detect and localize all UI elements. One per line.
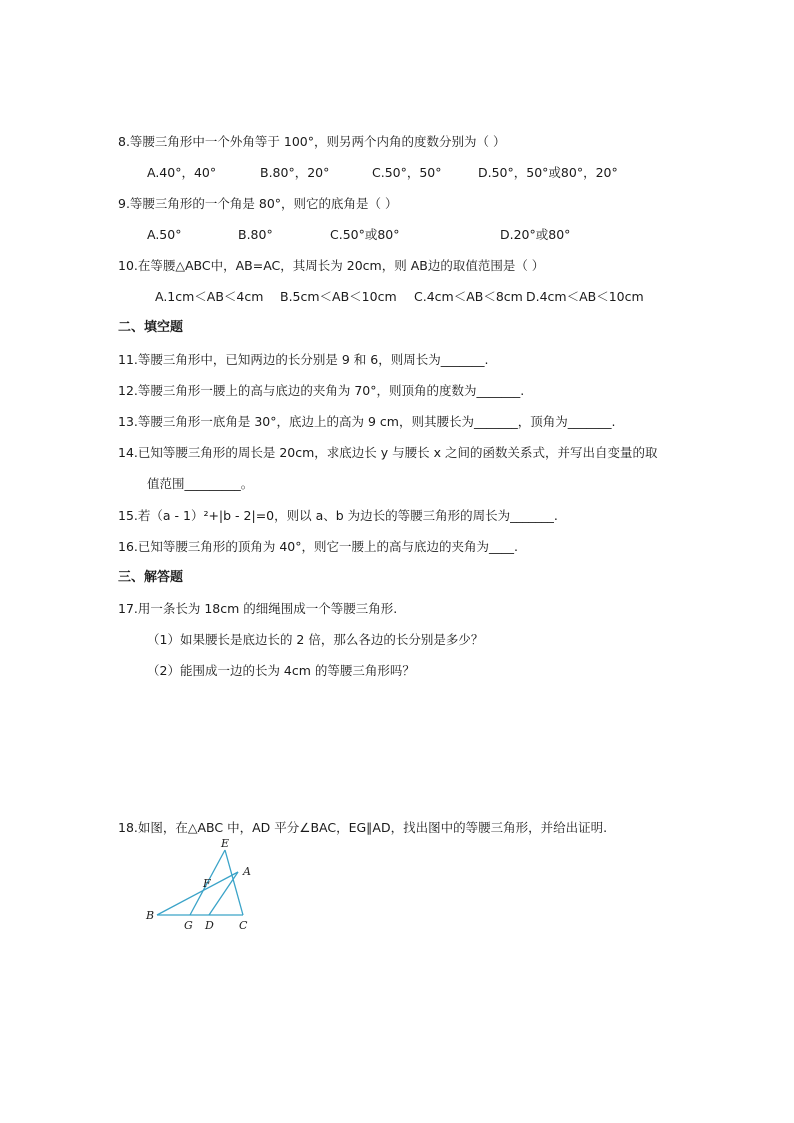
label-f: F [203,877,211,890]
question-10-option-c: C.4cm＜AB＜8cm [414,289,523,304]
question-10-option-d: D.4cm＜AB＜10cm [526,289,644,304]
question-11: 11.等腰三角形中，已知两边的长分别是 9 和 6，则周长为_______. [118,352,489,367]
question-8-option-a: A.40°，40° [147,165,217,180]
label-d: D [205,919,214,932]
question-14-line-1: 14.已知等腰三角形的周长是 20cm，求底边长 y 与腰长 x 之间的函数关系式，并写出自变量的取 [118,445,658,460]
question-10-stem: 10.在等腰△ABC中，AB=AC，其周长为 20cm，则 AB边的取值范围是（ ） [118,258,545,273]
question-8-option-c: C.50°，50° [372,165,442,180]
question-12: 12.等腰三角形一腰上的高与底边的夹角为 70°，则顶角的度数为_______. [118,383,525,398]
label-b: B [146,909,155,922]
question-9-option-c: C.50°或80° [330,227,400,242]
section-answer-title: 三、解答题 [118,570,184,585]
question-9-stem: 9.等腰三角形的一个角是 80°，则它的底角是（ ） [118,196,398,211]
segment-ba [157,872,238,915]
question-16: 16.已知等腰三角形的顶角为 40°，则它一腰上的高与底边的夹角为____. [118,539,518,554]
question-8-option-b: B.80°，20° [260,165,330,180]
label-g: G [184,919,193,932]
triangle-figure [145,838,265,933]
label-e: E [221,838,230,850]
question-10-option-a: A.1cm＜AB＜4cm [155,289,264,304]
question-13: 13.等腰三角形一底角是 30°，底边上的高为 9 cm，则其腰长为_______，顶角为_______. [118,414,616,429]
segment-ec [225,850,243,915]
question-17-stem: 17.用一条长为 18cm 的细绳围成一个等腰三角形. [118,601,398,616]
question-9-option-d: D.20°或80° [500,227,571,242]
question-14-line-2: 值范围_________。 [147,476,254,491]
label-c: C [239,919,248,932]
question-9-option-a: A.50° [147,227,182,242]
label-a: A [243,865,251,878]
question-9-option-b: B.80° [238,227,273,242]
segment-ad [209,872,238,915]
question-8-stem: 8.等腰三角形中一个外角等于 100°，则另两个内角的度数分别为（ ） [118,134,506,149]
question-8-option-d: D.50°，50°或80°，20° [478,165,618,180]
section-fill-in-title: 二、填空题 [118,320,184,335]
question-18-stem: 18.如图，在△ABC 中，AD 平分∠BAC，EG∥AD，找出图中的等腰三角形，并给出证明. [118,820,608,835]
question-15: 15.若（a - 1）²+|b - 2|=0，则以 a、b 为边长的等腰三角形的周长为_______. [118,508,558,523]
question-17-part-1: （1）如果腰长是底边长的 2 倍，那么各边的长分别是多少？ [147,632,484,647]
question-17-part-2: （2）能围成一边的长为 4cm 的等腰三角形吗？ [147,663,415,678]
question-10-option-b: B.5cm＜AB＜10cm [280,289,397,304]
